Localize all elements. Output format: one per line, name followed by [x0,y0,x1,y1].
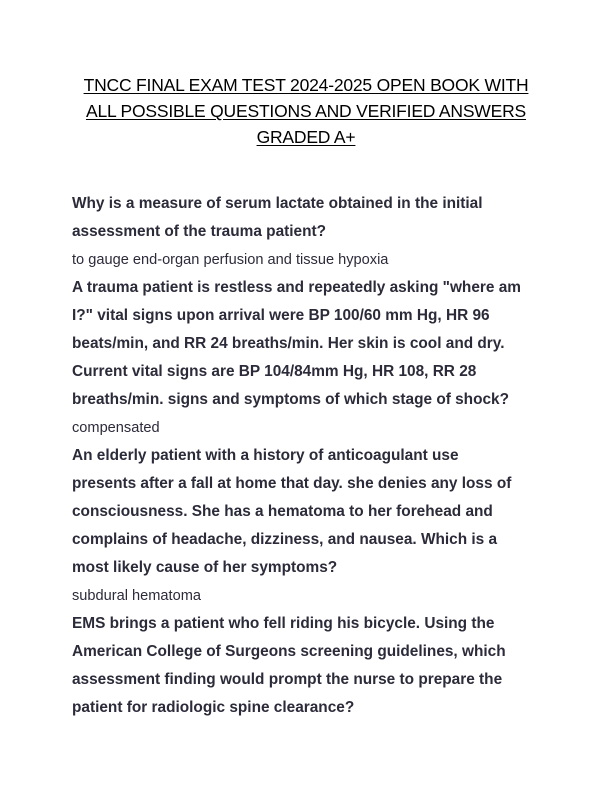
qa-item-1 [72,190,550,274]
question-line: A trauma patient is restless and repeatedly asking "where am [72,279,521,296]
title-line: ALL POSSIBLE QUESTIONS AND VERIFIED ANSWERS [85,101,527,121]
question-line: complains of headache, dizziness, and nausea. Which is a [72,531,498,548]
title-line: TNCC FINAL EXAM TEST 2024-2025 OPEN BOOK WITH [83,75,529,95]
question-line: patient for radiologic spine clearance? [72,699,355,716]
question-line: most likely cause of her symptoms? [72,559,338,576]
question-line: assessment finding would prompt the nurse to prepare the [72,671,503,688]
question-line: American College of Surgeons screening guidelines, which [72,643,506,660]
question-answer-list [72,190,550,722]
question-line: EMS brings a patient who fell riding his bicycle. Using the [72,615,495,632]
question-line: An elderly patient with a history of anticoagulant use [72,447,459,464]
answer-text: to gauge end-organ perfusion and tissue hypoxia [72,252,389,268]
question-line: assessment of the trauma patient? [72,223,327,240]
question-line: I?" vital signs upon arrival were BP 100/60 mm Hg, HR 96 [72,307,490,324]
document-title [60,72,552,150]
qa-item-2 [72,274,550,442]
question-line: presents after a fall at home that day. she denies any loss of [72,475,512,492]
answer-text: subdural hematoma [72,588,201,604]
question-line: breaths/min. signs and symptoms of which stage of shock? [72,391,510,408]
question-line: Why is a measure of serum lactate obtained in the initial [72,195,483,212]
question-line: consciousness. She has a hematoma to her forehead and [72,503,493,520]
qa-item-4 [72,610,550,722]
question-line: Current vital signs are BP 104/84mm Hg, HR 108, RR 28 [72,363,477,380]
answer-text: compensated [72,420,160,436]
qa-item-3 [72,442,550,610]
title-line: GRADED A+ [256,127,356,147]
question-line: beats/min, and RR 24 breaths/min. Her skin is cool and dry. [72,335,505,352]
